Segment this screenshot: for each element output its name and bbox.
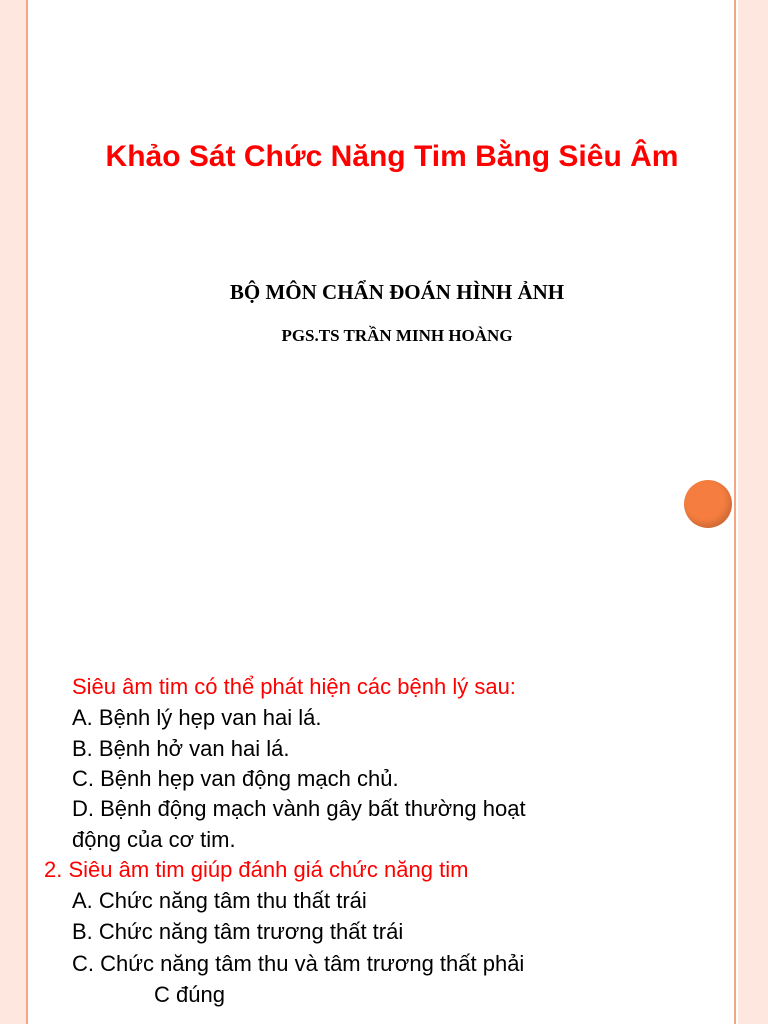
question-2-option-b: B. Chức năng tâm trương thất trái (72, 919, 404, 944)
question-1-option-c: C. Bệnh hẹp van động mạch chủ. (72, 766, 399, 791)
decorative-orange-circle (684, 480, 732, 528)
question-2-option-c: C. Chức năng tâm thu và tâm trương thất phải (72, 951, 525, 976)
author-name: PGS.TS TRẦN MINH HOÀNG (281, 326, 513, 345)
question-1-option-a: A. Bệnh lý hẹp van hai lá. (72, 705, 322, 730)
question-1-option-d: D. Bệnh động mạch vành gây bất thường hoạt (72, 796, 526, 821)
left-frame-line (26, 0, 28, 1024)
question-2-stem: 2. Siêu âm tim giúp đánh giá chức năng tim (44, 857, 469, 882)
question-2-answer: C đúng (154, 982, 225, 1007)
question-1-stem: Siêu âm tim có thể phát hiện các bệnh lý sau: (72, 674, 516, 699)
department-name: BỘ MÔN CHẨN ĐOÁN HÌNH ẢNH (229, 280, 565, 304)
question-2-option-a: A. Chức năng tâm thu thất trái (72, 888, 367, 913)
slide-title: Khảo Sát Chức Năng Tim Bằng Siêu Âm (105, 140, 679, 173)
question-1-option-b: B. Bệnh hở van hai lá. (72, 736, 290, 761)
question-1-option-d-continued: động của cơ tim. (72, 827, 236, 852)
left-frame-border (0, 0, 26, 1024)
